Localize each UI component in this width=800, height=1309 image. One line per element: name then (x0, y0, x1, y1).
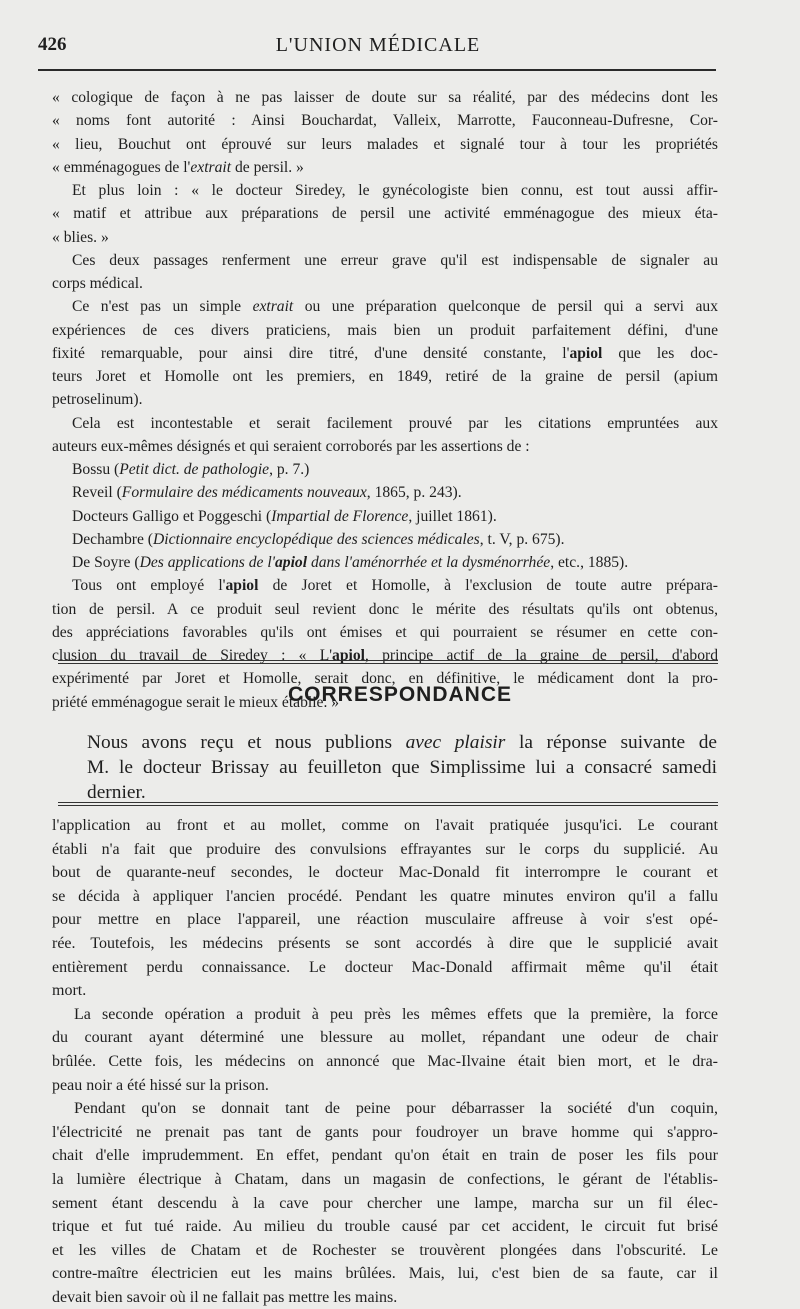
text-line: Et plus loin : « le docteur Siredey, le gynécologiste bien connu, est tout aussi affir- (72, 182, 718, 199)
text-line: chait d'elle imprudemment. En effet, pendant qu'on était en train de poser les fils pour (52, 1147, 718, 1165)
text-line: teurs Joret et Homolle ont les premiers, en 1849, retiré de la graine de persil (apium (52, 368, 718, 385)
text-line: se décida à appliquer l'ancien procédé. Pendant les quatre minutes environ qu'il a fallu (52, 887, 718, 905)
text-line: « blies. » (52, 228, 109, 246)
correspondance-heading: CORRESPONDANCE (287, 683, 513, 706)
text-line: Docteurs Galligo et Poggeschi (Impartial de Florence, juillet 1861). (72, 507, 497, 525)
text-line: peau noir a été hissé sur la prison. (52, 1076, 269, 1094)
text-line: Ces deux passages renferment une erreur grave qu'il est indispensable de signaler au (72, 251, 718, 269)
text-line: pour mettre en place l'appareil, une réaction musculaire affreuse à voir s'est opé- (52, 911, 718, 929)
text-line: bout de quarante-neuf secondes, le docteur Mac-Donald fit interrompre le courant et (52, 864, 718, 882)
text-line: tion de persil. A ce produit seul revient donc le mérite des résultats qu'ils ont obtenus, (52, 600, 718, 618)
article-continuation (52, 86, 718, 714)
text-line: Cela est incontestable et serait facilement prouvé par les citations empruntées aux (72, 414, 718, 432)
text-line: La seconde opération a produit à peu près les mêmes effets que la première, la force (74, 1005, 718, 1023)
text-line: corps médical. (52, 275, 143, 292)
text-line: la lumière électrique à Chatam, dans un magasin de confections, le gérant de l'établis- (52, 1170, 718, 1188)
section-divider (58, 660, 718, 664)
text-line: établi n'a fait que produire des convulsions effrayantes sur le corps du supplicié. Au (52, 840, 718, 858)
header-rule (38, 69, 716, 71)
text-line: « matif et attribue aux préparations de persil une activité emménagogue des mieux éta- (52, 205, 718, 223)
page-header (38, 34, 718, 64)
text-line: priété emménagogue serait le mieux établie. » (52, 693, 340, 711)
text-line: brûlée. Cette fois, les médecins on annoncé que Mac-Ilvaine était bien mort, et le dra- (52, 1052, 718, 1070)
text-line: petroselinum). (52, 391, 143, 409)
text-line: mort. (52, 982, 87, 1000)
intro-line: M. le docteur Brissay au feuilleton que Simplissime lui a consacré samedi (87, 757, 717, 778)
text-line: « noms font autorité : Ainsi Bouchardat, Valleix, Marrotte, Fauconneau-Dufresne, Cor- (52, 112, 718, 130)
text-line: sement étant descendu à la cave pour chercher une lampe, marcha sur un fil élec- (52, 1194, 718, 1212)
text-line: Pendant qu'on se donnait tant de peine pour débarrasser la société d'un coquin, (74, 1100, 718, 1118)
text-line: auteurs eux-mêmes désignés et qui seraient corroborés par les assertions de : (52, 437, 530, 455)
text-line: Ce n'est pas un simple extrait ou une préparation quelconque de persil qui a servi aux (72, 298, 718, 316)
text-line: « cologique de façon à ne pas laisser de doute sur sa réalité, par des médecins dont les (52, 89, 718, 106)
text-line: De Soyre (Des applications de l'apiol dans l'aménorrhée et la dysménorrhée, etc., 1885). (72, 554, 629, 571)
text-line: Bossu (Petit dict. de pathologie, p. 7.) (72, 461, 310, 478)
text-line: du courant ayant déterminé une blessure au mollet, répandant une odeur de chair (52, 1029, 718, 1047)
text-line: fixité remarquable, pour ainsi dire titré, d'une densité constante, l'apiol que les doc- (52, 344, 718, 362)
text-line: Dechambre (Dictionnaire encyclopédique des sciences médicales, t. V, p. 675). (72, 530, 565, 548)
text-line: Reveil (Formulaire des médicaments nouveaux, 1865, p. 243). (72, 484, 462, 502)
feuilleton-text (52, 814, 718, 1309)
text-line: expérimenté par Joret et Homolle, serait donc, en définitive, le médicament dont la pro- (52, 670, 718, 688)
intro-line: Nous avons reçu et nous publions avec plaisir la réponse suivante de (87, 732, 717, 753)
text-line: l'application au front et au mollet, comme on l'avait pratiquée jusqu'ici. Le courant (52, 817, 718, 834)
text-line: « emménagogues de l'extrait de persil. » (52, 158, 304, 176)
text-line: rée. Toutefois, les médecins présents se sont accordés à dire que le supplicié avait (52, 934, 718, 952)
text-line: trique et fut tué raide. Au milieu du trouble causé par cet accident, le circuit fut brisé (52, 1218, 718, 1236)
intro-line: dernier. (87, 782, 146, 803)
text-line: et les villes de Chatam et de Rochester se trouvèrent plongées dans l'obscurité. Le (52, 1241, 718, 1259)
page-number: 426 (38, 34, 67, 55)
correspondance-intro (87, 730, 717, 805)
text-line: entièrement perdu connaissance. Le docteur Mac-Donald affirmait même qu'il était (52, 958, 718, 976)
text-line: Tous ont employé l'apiol de Joret et Homolle, à l'exclusion de toute autre prépara- (72, 577, 718, 595)
text-line: clusion du travail de Siredey : « L'apiol, principe actif de la graine de persil, d'abord (52, 647, 718, 664)
text-line: devait bien savoir où il ne fallait pas mettre les mains. (52, 1288, 398, 1306)
text-line: contre-maître électricien eut les mains brûlées. Mais, lui, c'est bien de sa faute, car il (52, 1265, 718, 1283)
text-line: l'électricité ne prenait pas tant de gants pour foudroyer un brave homme qui s'appro- (52, 1123, 718, 1141)
intro-divider (58, 802, 718, 806)
text-line: « lieu, Bouchut ont éprouvé sur leurs malades et signalé tour à tour les propriétés (52, 135, 718, 153)
journal-title: L'UNION MÉDICALE (275, 34, 481, 56)
text-line: expériences de ces divers praticiens, mais bien un produit parfaitement défini, d'une (52, 321, 718, 339)
text-line: des appréciations favorables qu'ils ont émises et qui pourraient se résumer en cette con- (52, 623, 718, 641)
